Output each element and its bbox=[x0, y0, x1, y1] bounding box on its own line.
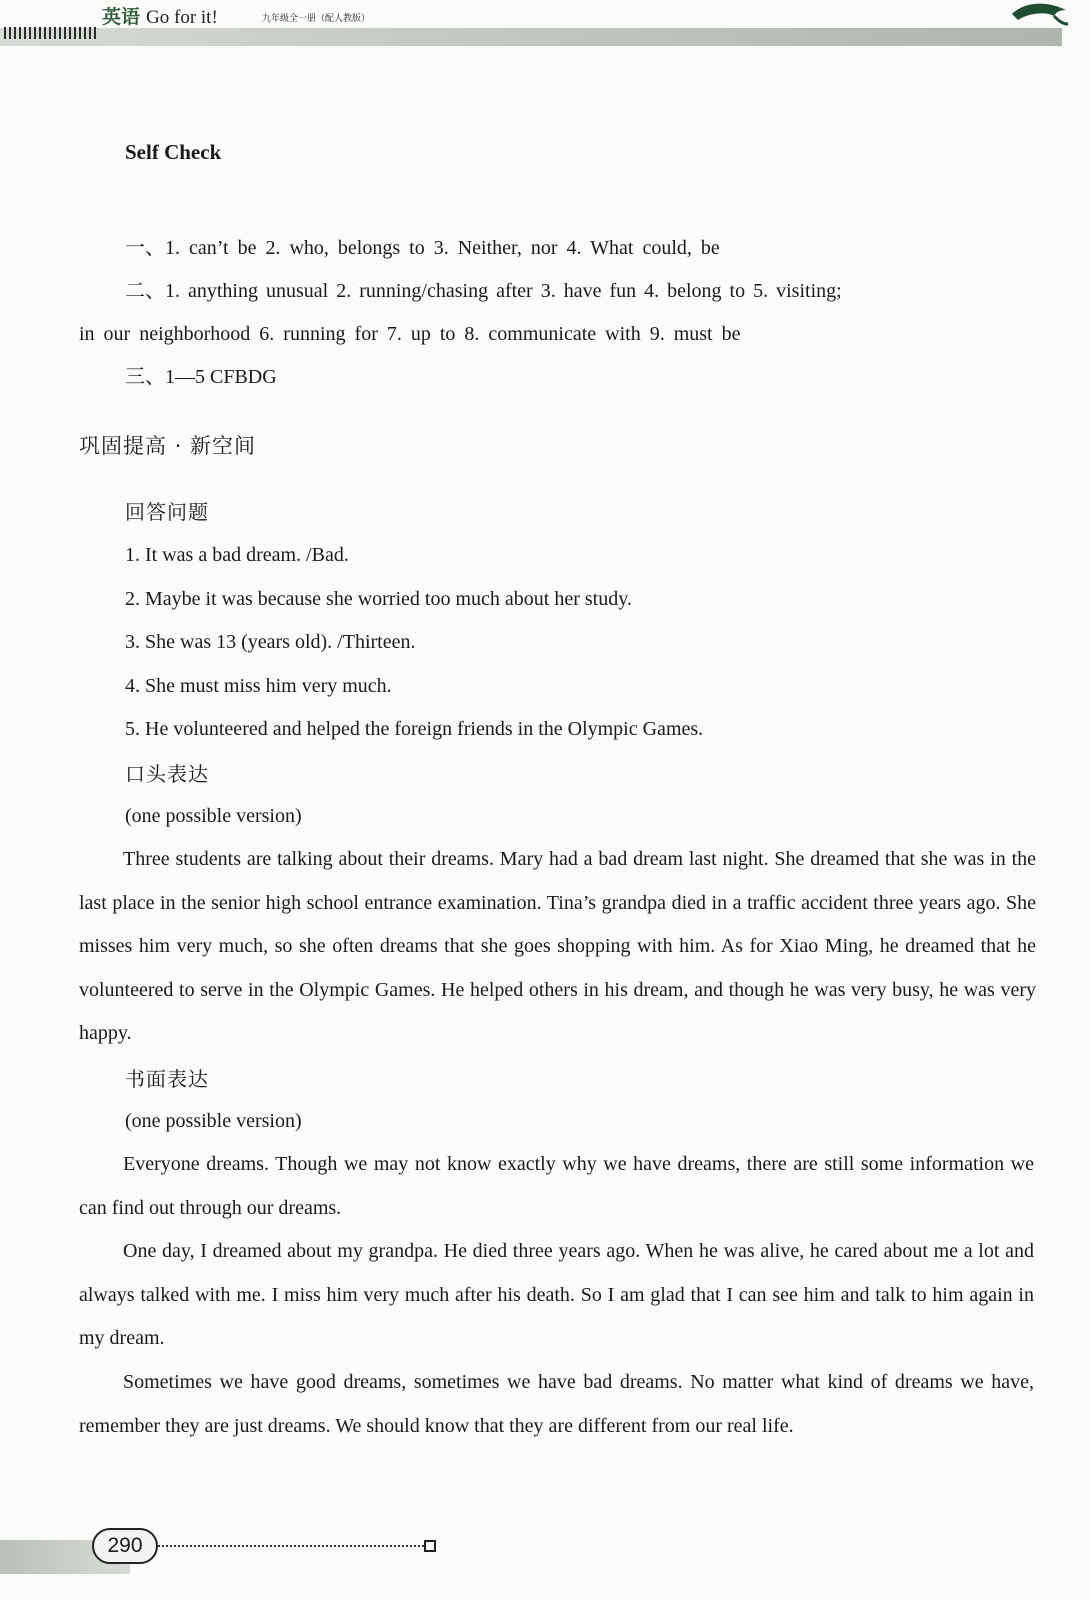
book-title bbox=[102, 2, 218, 29]
written-paragraph-3: Sometimes we have good dreams, sometimes we have bad dreams. No matter what kind of dreams we have, remember they are just dreams. We should know that they are different from our real life. bbox=[79, 1371, 1034, 1437]
dolphin-logo-icon bbox=[1010, 0, 1070, 34]
self-check-line-3: 三、1—5 CFBDG bbox=[125, 366, 277, 388]
self-check-heading: Self Check bbox=[125, 140, 222, 164]
answer-4: 4. She must miss him very much. bbox=[125, 675, 392, 697]
page-header bbox=[0, 0, 1090, 48]
answer-2: 2. Maybe it was because she worried too much about her study. bbox=[125, 588, 632, 610]
written-paragraph-1: Everyone dreams. Though we may not know exactly why we have dreams, there are still some information we can find out through our dreams. bbox=[79, 1153, 1034, 1219]
answer-3: 3. She was 13 (years old). /Thirteen. bbox=[125, 631, 416, 653]
written-note: (one possible version) bbox=[125, 1110, 302, 1132]
qa-title: 回答问题 bbox=[125, 500, 209, 524]
answer-1: 1. It was a bad dream. /Bad. bbox=[125, 544, 349, 566]
header-tick-marks bbox=[4, 27, 96, 39]
page-number: 290 bbox=[92, 1528, 158, 1564]
book-title-en: Go for it! bbox=[146, 7, 218, 28]
answer-5: 5. He volunteered and helped the foreign friends in the Olympic Games. bbox=[125, 718, 704, 740]
written-title: 书面表达 bbox=[125, 1067, 209, 1091]
header-band bbox=[0, 28, 1062, 46]
footer-dotted-rule bbox=[158, 1545, 424, 1547]
self-check-line-2b: in our neighborhood 6. running for 7. up to 8. communicate with 9. must be bbox=[79, 323, 741, 345]
oral-title: 口头表达 bbox=[125, 762, 209, 786]
footer-square-icon bbox=[424, 1540, 436, 1552]
self-check-line-2a: 二、1. anything unusual 2. running/chasing after 3. have fun 4. belong to 5. visiting; bbox=[125, 280, 842, 302]
section-heading: 巩固提高 · 新空间 bbox=[79, 434, 257, 458]
self-check-line-1: 一、1. can’t be 2. who, belongs to 3. Neither, nor 4. What could, be bbox=[125, 237, 720, 259]
book-subtitle: 九年级全一册（配人教版） bbox=[262, 14, 371, 24]
oral-paragraph: Three students are talking about their dreams. Mary had a bad dream last night. She dreamed that she was in the last place in the senior high school entrance examination. Tina’s grandpa died in a traffic accident three years ago. She misses him very much, so she often dreams that she goes shopping with him. As for Xiao Ming, he dreamed that he volunteered to serve in the Olympic Games. He helped others in his dream, and though he was very busy, he was very happy. bbox=[79, 848, 1036, 1044]
book-title-cn: 英语 bbox=[102, 6, 141, 28]
written-paragraph-2: One day, I dreamed about my grandpa. He died three years ago. When he was alive, he cared about me a lot and always talked with me. I miss him very much after his death. So I am glad that I can see him and talk to him again in my dream. bbox=[79, 1240, 1034, 1349]
oral-note: (one possible version) bbox=[125, 805, 302, 827]
